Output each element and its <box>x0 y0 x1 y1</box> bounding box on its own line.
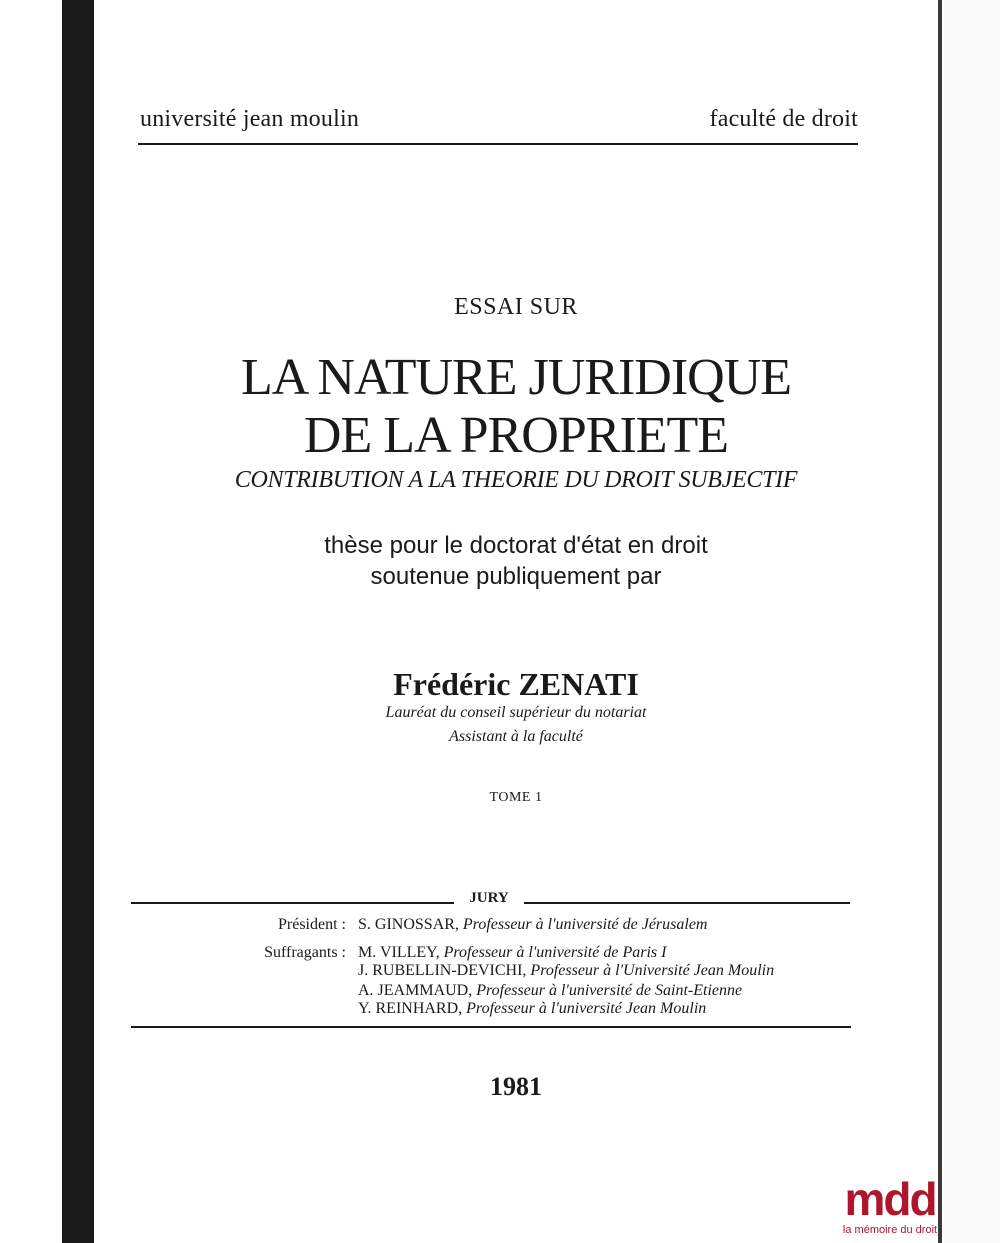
page-margin <box>944 0 1000 1243</box>
jury-member-name: J. RUBELLIN-DEVICHI, <box>358 962 527 979</box>
page-edge <box>938 0 942 1243</box>
jury-member <box>358 982 742 1000</box>
author-qualification-1: Lauréat du conseil supérieur du notariat <box>385 704 647 721</box>
jury-rule-right <box>524 902 850 904</box>
header-rule <box>138 143 858 145</box>
title-line-1: LA NATURE JURIDIQUE <box>240 349 792 406</box>
jury-member <box>358 962 774 980</box>
binding-strip <box>62 0 94 1243</box>
author-qualification-2: Assistant à la faculté <box>449 728 583 745</box>
jury-rule-left <box>131 902 454 904</box>
subtitle: CONTRIBUTION A LA THEORIE DU DROIT SUBJECTIF <box>234 467 798 493</box>
jury-member <box>358 944 666 962</box>
thesis-line-1: thèse pour le doctorat d'état en droit <box>324 532 708 559</box>
faculty-name: faculté de droit <box>709 106 858 132</box>
thesis-line-2: soutenue publiquement par <box>370 563 662 590</box>
volume-label: TOME 1 <box>489 790 543 805</box>
jury-member-title: Professeur à l'université de Saint-Etienne <box>476 982 743 999</box>
jury-bottom-rule <box>131 1026 851 1028</box>
jury-member <box>358 916 707 934</box>
jury-member-title: Professeur à l'université de Paris I <box>443 944 667 961</box>
president-role: Président : <box>278 916 346 933</box>
jury-member-title: Professeur à l'université Jean Moulin <box>466 1000 707 1017</box>
author-name: Frédéric ZENATI <box>393 666 639 702</box>
jury-member <box>358 1000 706 1018</box>
jury-member-name: S. GINOSSAR, <box>358 916 459 933</box>
logo-tagline: la mémoire du droit <box>842 1224 938 1236</box>
logo-mark: mdd <box>844 1173 936 1225</box>
jury-member-name: M. VILLEY, <box>358 944 440 961</box>
jury-member-name: Y. REINHARD, <box>358 1000 463 1017</box>
title-prefix: ESSAI SUR <box>454 294 578 320</box>
jury-member-title: Professeur à l'université de Jérusalem <box>462 916 708 933</box>
jury-member-name: A. JEAMMAUD, <box>358 982 473 999</box>
jury-member-title: Professeur à l'Université Jean Moulin <box>530 962 775 979</box>
title-line-2: DE LA PROPRIETE <box>303 407 729 464</box>
university-name: université jean moulin <box>140 106 360 132</box>
jury-label: JURY <box>469 890 509 906</box>
publication-year: 1981 <box>490 1072 542 1101</box>
suffragants-role: Suffragants : <box>264 944 346 961</box>
watermark-logo <box>842 1173 938 1240</box>
